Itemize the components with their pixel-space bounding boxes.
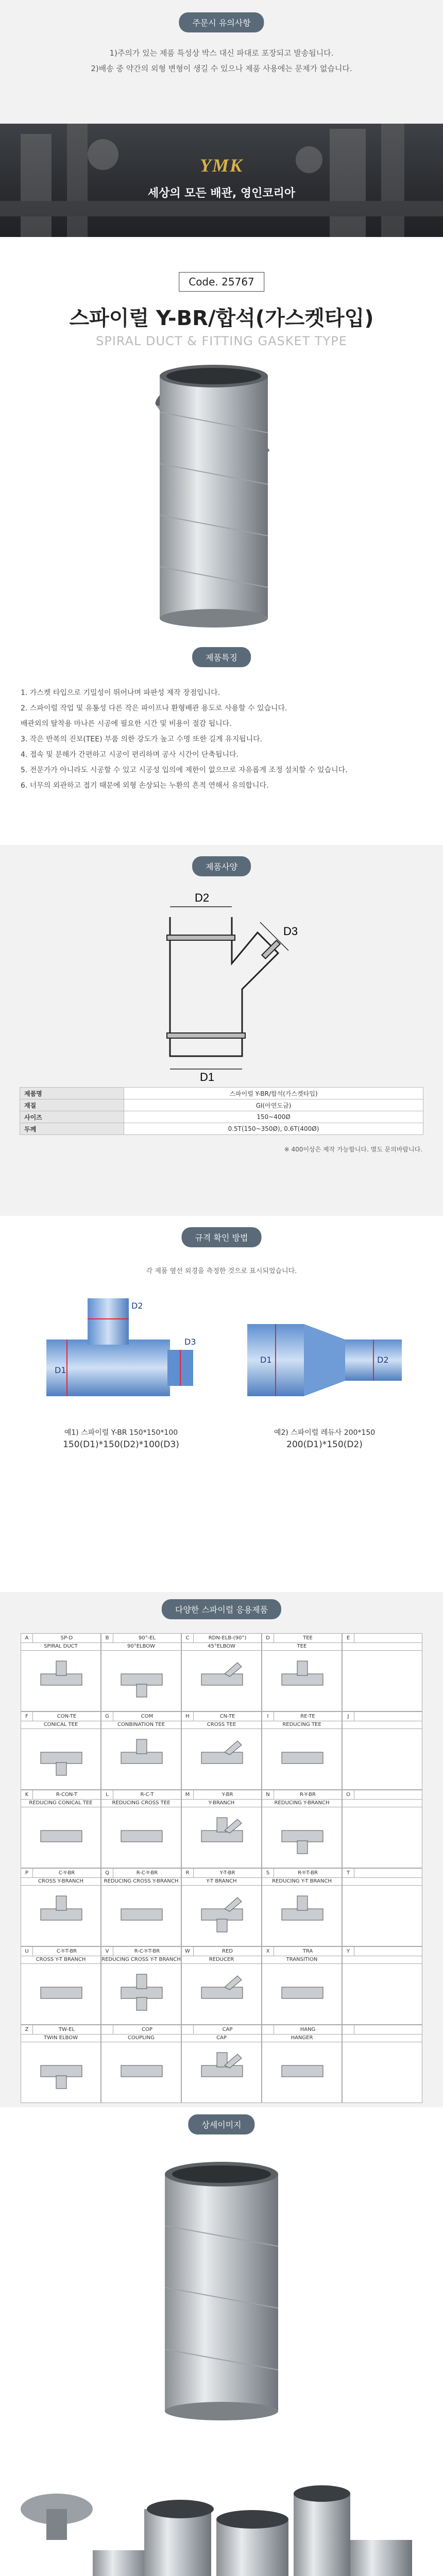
measure-description: 각 제품 옆선 외경을 측정한 것으로 표시되었습니다. (146, 1267, 297, 1275)
catalog-item-name: REDUCING CROSS Y-T BRANCH (101, 1956, 181, 1964)
catalog-item-letter: R (182, 1869, 194, 1877)
catalog-item-letter: W (182, 1947, 194, 1956)
catalog-item-name: CROSS Y-T BRANCH (21, 1956, 100, 1964)
fitting-icon (196, 1972, 248, 2013)
fitting-icon (277, 1737, 328, 1778)
spec-value: 150~400Ø (124, 1111, 423, 1123)
catalog-item-code (354, 1869, 422, 1877)
catalog-item-code (354, 1634, 422, 1642)
catalog-item-letter: V (101, 1947, 113, 1956)
features-section (0, 634, 443, 840)
detail-image-group (15, 2432, 428, 2576)
spec-key: 제품명 (20, 1088, 124, 1099)
catalog-item-name (343, 1642, 422, 1651)
notice-line-1: 1)주의가 있는 제품 특성상 박스 대신 파대로 포장되고 발송됩니다. (109, 48, 334, 58)
reducer-label-d2: D2 (377, 1355, 389, 1365)
example-1-value: 150(D1)*150(D2)*100(D3) (63, 1439, 179, 1450)
spec-value: 스파이럴 Y-BR/합석(가스켓타입) (124, 1088, 423, 1099)
catalog-item-code (354, 1712, 422, 1721)
catalog-item-name (343, 1799, 422, 1807)
catalog-item-name: REDUCING CROSS Y-BRANCH (101, 1877, 181, 1886)
feature-item: 2. 스파이럴 작업 및 유통성 다른 작은 파이프나 환형배관 용도로 사용할 수 있습니다. (21, 704, 287, 713)
features-list (21, 685, 422, 793)
measure-example-1 (36, 1427, 206, 1450)
fitting-icon (116, 1815, 167, 1856)
fitting-icon (277, 2050, 328, 2091)
catalog-item-letter: H (182, 1712, 194, 1721)
catalog-item (21, 1868, 101, 1946)
catalog-item (181, 2025, 262, 2103)
catalog-item-name: TRANSITION (262, 1956, 342, 1964)
catalog-item (101, 2025, 181, 2103)
measure-example-2 (237, 1427, 412, 1450)
measure-badge: 규격 확인 방법 (182, 1227, 262, 1247)
catalog-item-letter: G (101, 1712, 113, 1721)
catalog-item-name: HANGER (262, 2034, 342, 2042)
catalog-item-letter: K (21, 1790, 33, 1799)
catalog-item (101, 1868, 181, 1946)
catalog-item-code: R-Y-T-BR (298, 1870, 318, 1876)
catalog-item-name: 45°ELBOW (182, 1642, 261, 1651)
catalog-item (342, 1868, 422, 1946)
catalog-item-code (354, 2025, 422, 2034)
catalog-item (181, 1868, 262, 1946)
notice-badge: 주문시 유의사항 (179, 12, 264, 32)
catalog-item-name: Y-T BRANCH (182, 1877, 261, 1886)
fitting-icon (196, 1737, 248, 1778)
catalog-item-letter (101, 2025, 113, 2034)
brand-logo: YMK (199, 155, 243, 176)
catalog-item-letter: A (21, 1634, 33, 1642)
catalog-item-name: 90°ELBOW (101, 1642, 181, 1651)
product-code: Code. 25767 (179, 272, 264, 292)
catalog-item-letter: E (343, 1634, 354, 1642)
catalog-item-name: REDUCER (182, 1956, 261, 1964)
features-badge: 제품특징 (192, 647, 251, 667)
catalog-item-letter: J (343, 1712, 354, 1721)
catalog-item-code (354, 1947, 422, 1956)
catalog-item-code: CN-TE (219, 1714, 235, 1719)
measure-label-d1: D1 (55, 1365, 66, 1375)
spec-key: 사이즈 (20, 1111, 124, 1123)
spec-key: 두께 (20, 1123, 124, 1135)
catalog-item-code: RED (222, 1948, 233, 1954)
reducer-measure-image (237, 1288, 412, 1422)
catalog-item-name: CROSS Y-BRANCH (21, 1877, 100, 1886)
catalog-item-code: R-CON-T (56, 1792, 78, 1798)
brand-banner (0, 124, 443, 237)
catalog-item-letter: Y (343, 1947, 354, 1956)
catalog-item-letter: Z (21, 2025, 33, 2034)
fitting-icon (36, 1737, 87, 1778)
spec-key: 재질 (20, 1099, 124, 1111)
feature-item: 3. 작은 반복의 진보(TEE) 부품 의한 강도가 높고 수명 또한 길게 유지됩니다. (21, 735, 263, 743)
spec-badge: 제품사양 (192, 856, 251, 876)
fitting-icon (116, 1893, 167, 1935)
fitting-icon (277, 1658, 328, 1700)
catalog-item-name: CONBINATION TEE (101, 1721, 181, 1729)
measure-label-d2: D2 (131, 1301, 143, 1311)
catalog-item-code: SP-D (60, 1635, 73, 1641)
fitting-icon (116, 1972, 167, 2013)
fitting-icon (116, 1737, 167, 1778)
catalog-item (262, 1946, 342, 2025)
catalog-item (181, 1790, 262, 1868)
feature-item: 배관외의 탈착용 마나른 시공에 필요한 시간 및 비용이 절감 됩니다. (21, 720, 232, 728)
catalog-item-code: C-Y-BR (58, 1870, 75, 1876)
fitting-icon (196, 1815, 248, 1856)
pipe-background-graphic (0, 124, 443, 237)
catalog-item-code: R-C-T (140, 1792, 154, 1798)
catalog-item-name: TWIN ELBOW (21, 2034, 100, 2042)
example-2-label: 예2) 스파이럴 레듀사 200*150 (274, 1429, 376, 1437)
spec-note: ※ 400이상은 제작 가능합니다. 별도 문의바랍니다. (284, 1146, 422, 1153)
feature-item: 5. 전문가가 아니라도 시공할 수 있고 시공성 입의에 제한이 없으므로 자유롭게 조정 설치할 수 있습니다. (21, 766, 348, 774)
notice-line-2: 2)배송 중 약간의 외형 변형이 생길 수 있으나 제품 사용에는 문제가 없습니다. (91, 64, 352, 73)
table-row (20, 1099, 423, 1111)
catalog-item-code: Y-T-BR (219, 1870, 235, 1876)
product-subtitle: SPIRAL DUCT & FITTING GASKET TYPE (96, 334, 347, 348)
catalog-item-code: CON-TE (57, 1714, 77, 1719)
catalog-item-letter: S (262, 1869, 274, 1877)
brand-tagline: 세상의 모든 배관, 영인코리아 (147, 187, 296, 200)
notice-section (0, 0, 443, 124)
reducer-label-d1: D1 (260, 1355, 272, 1365)
detail-section (0, 2112, 443, 2576)
catalog-item (262, 2025, 342, 2103)
catalog-item-letter: X (262, 1947, 274, 1956)
spec-table (20, 1087, 423, 1135)
catalog-item-name: REDUCING Y-T BRANCH (262, 1877, 342, 1886)
catalog-item-code: COM (141, 1714, 154, 1719)
catalog-item (342, 1946, 422, 2025)
catalog-item (101, 1711, 181, 1790)
catalog-item-letter: Q (101, 1869, 113, 1877)
product-title: 스파이럴 Y-BR/합석(가스켓타입) (69, 307, 374, 330)
catalog-item (262, 1868, 342, 1946)
feature-item: 4. 접속 및 분해가 간편하고 시공이 편리하며 공사 시간이 단축됩니다. (21, 751, 239, 759)
catalog-item-letter (262, 2025, 274, 2034)
catalog-item-code: RDN-ELB-(90°) (208, 1635, 247, 1641)
catalog-item (101, 1946, 181, 2025)
catalog-item-name (343, 1721, 422, 1729)
dimension-diagram (129, 886, 314, 1082)
catalog-item-name: CONICAL TEE (21, 1721, 100, 1729)
catalog-item-code (354, 1790, 422, 1799)
table-row (20, 1123, 423, 1135)
catalog-item (342, 1711, 422, 1790)
catalog-item-code: C-Y-T-BR (56, 1948, 77, 1954)
catalog-item (342, 1633, 422, 1711)
fitting-icon (36, 1972, 87, 2013)
spec-value: GI(아연도금) (124, 1099, 423, 1111)
catalog-item-letter: B (101, 1634, 113, 1642)
fitting-icon (277, 1972, 328, 2013)
catalog-item-letter: T (343, 1869, 354, 1877)
catalog-item-name: SPIRAL DUCT (21, 1642, 100, 1651)
catalog-item-name: REDUCING TEE (262, 1721, 342, 1729)
feature-item: 1. 가스켓 타입으로 기밀성이 뛰어나며 파판성 제작 장점입니다. (21, 689, 220, 697)
detail-badge: 상세이미지 (188, 2114, 254, 2134)
catalog-item (181, 1711, 262, 1790)
catalog-item-code: R-C-Y-T-BR (134, 1948, 160, 1954)
dim-label-d3: D3 (283, 925, 298, 938)
fitting-icon (116, 2050, 167, 2091)
catalog-item-code: CAP (222, 2027, 233, 2032)
fitting-icon (36, 2050, 87, 2091)
fitting-icon (36, 1658, 87, 1700)
catalog-item (21, 1946, 101, 2025)
catalog-item-code: Y-BR (222, 1792, 233, 1798)
catalog-item (342, 1790, 422, 1868)
catalog-item (181, 1633, 262, 1711)
catalog-item-code: 90°-EL (138, 1635, 156, 1641)
tee-measure-image (36, 1288, 206, 1422)
catalog-item-letter: D (262, 1634, 274, 1642)
catalog-item-code: TRA (302, 1948, 313, 1954)
dim-label-d1: D1 (200, 1071, 215, 1082)
catalog-item-code: R-C-Y-BR (136, 1870, 158, 1876)
catalog-item-name (343, 1956, 422, 1964)
catalog-item-name: CAP (182, 2034, 261, 2042)
catalog-item-name: CROSS TEE (182, 1721, 261, 1729)
table-row (20, 1111, 423, 1123)
catalog-section (0, 1592, 443, 2107)
catalog-item-letter: F (21, 1712, 33, 1721)
feature-item: 6. 너무의 외관하고 접기 때문에 외형 손상되는 누환의 흔적 연해서 유의합니다. (21, 782, 269, 790)
catalog-item-letter: M (182, 1790, 194, 1799)
fitting-icon (36, 1893, 87, 1935)
catalog-item-letter (182, 2025, 194, 2034)
catalog-item-code: TW-EL (58, 2027, 75, 2032)
spec-value: 0.5T(150~350Ø), 0.6T(400Ø) (124, 1123, 423, 1135)
product-main-image (103, 361, 340, 629)
catalog-item (21, 1790, 101, 1868)
catalog-item-code: COP (142, 2027, 152, 2032)
catalog-item (342, 2025, 422, 2103)
catalog-item-name: Y-BRANCH (182, 1799, 261, 1807)
catalog-item (21, 1711, 101, 1790)
catalog-item (101, 1790, 181, 1868)
catalog-item-code: RE-TE (300, 1714, 315, 1719)
catalog-item-name: REDUCING CROSS TEE (101, 1799, 181, 1807)
catalog-item-name: TEE (262, 1642, 342, 1651)
detail-image-front (134, 2154, 309, 2421)
catalog-badge: 다양한 스파이럴 응용제품 (162, 1599, 281, 1619)
fitting-icon (36, 1815, 87, 1856)
fitting-icon (277, 1815, 328, 1856)
catalog-item (262, 1633, 342, 1711)
catalog-item-letter: N (262, 1790, 274, 1799)
fitting-icon (196, 1658, 248, 1700)
catalog-item-name: REDUCING Y-BRANCH (262, 1799, 342, 1807)
example-2-value: 200(D1)*150(D2) (286, 1439, 363, 1450)
catalog-item (21, 1633, 101, 1711)
catalog-item-letter: I (262, 1712, 274, 1721)
catalog-item (262, 1790, 342, 1868)
catalog-item-name: COUPLING (101, 2034, 181, 2042)
product-header-section (0, 237, 443, 634)
catalog-grid (21, 1633, 422, 2103)
catalog-item-letter: P (21, 1869, 33, 1877)
fitting-icon (277, 1893, 328, 1935)
fitting-icon (196, 1893, 248, 1935)
catalog-item-name (343, 2034, 422, 2042)
catalog-item-code: TEE (303, 1635, 313, 1641)
catalog-item (181, 1946, 262, 2025)
catalog-item-name: REDUCING CONICAL TEE (21, 1799, 100, 1807)
fitting-icon (116, 1658, 167, 1700)
spec-section (0, 845, 443, 1216)
table-row (20, 1088, 423, 1099)
example-1-label: 예1) 스파이럴 Y-BR 150*150*100 (64, 1429, 178, 1437)
catalog-item-letter: O (343, 1790, 354, 1799)
fitting-icon (196, 2050, 248, 2091)
catalog-item (101, 1633, 181, 1711)
measure-section (0, 1221, 443, 1592)
dim-label-d2: D2 (195, 891, 210, 904)
measure-label-d3: D3 (184, 1337, 196, 1347)
catalog-item-name (343, 1877, 422, 1886)
catalog-item (262, 1711, 342, 1790)
catalog-item-letter: L (101, 1790, 113, 1799)
catalog-item (21, 2025, 101, 2103)
catalog-item-letter: C (182, 1634, 194, 1642)
catalog-item-letter (343, 2025, 354, 2034)
catalog-item-code: R-Y-BR (300, 1792, 316, 1798)
catalog-item-letter: U (21, 1947, 33, 1956)
catalog-item-code: HANG (300, 2027, 316, 2032)
